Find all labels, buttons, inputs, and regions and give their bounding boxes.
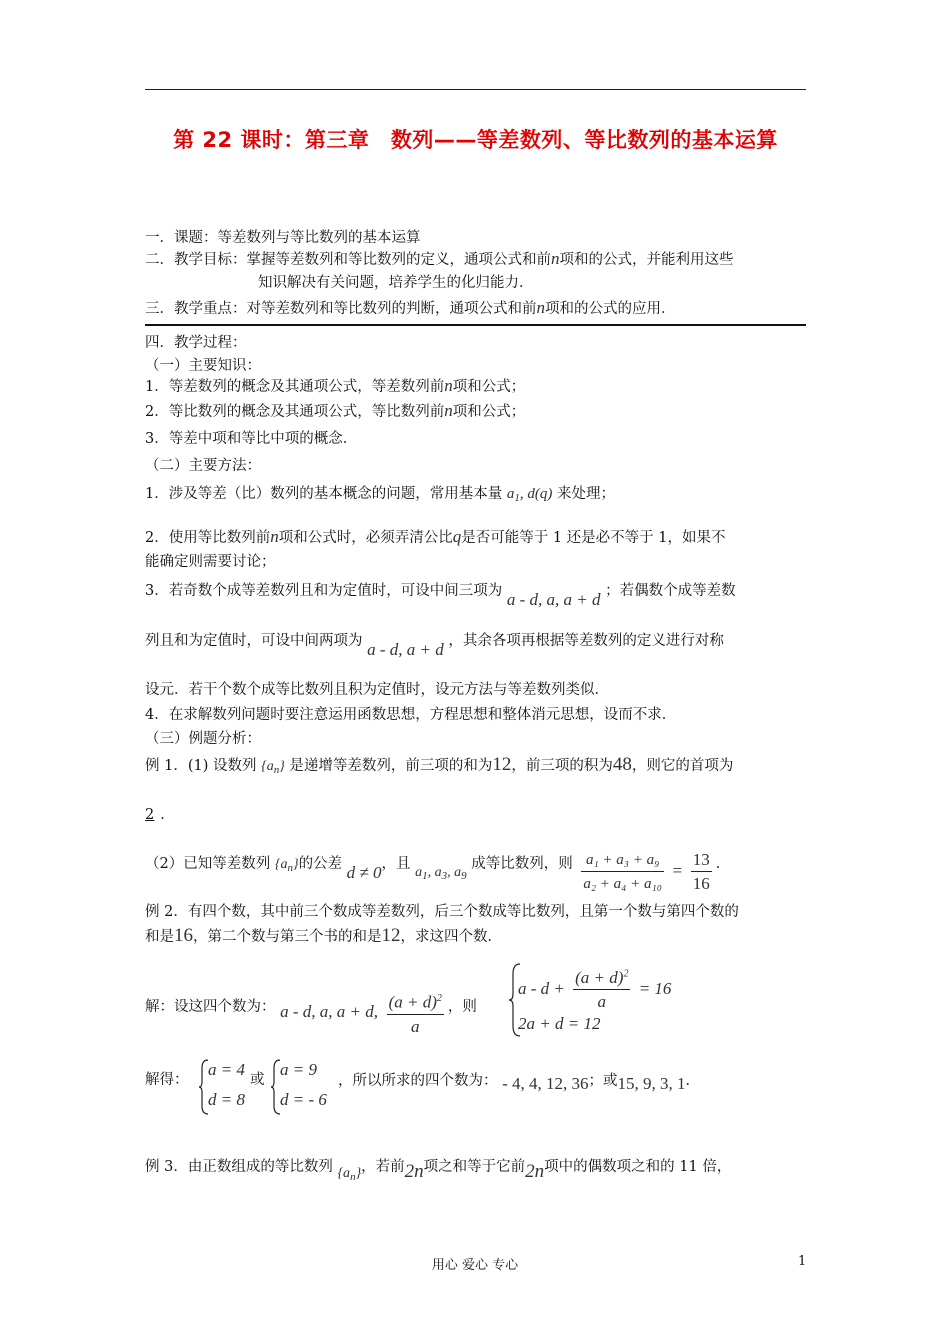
eq1-den: a	[597, 992, 607, 1011]
ex3-text-cont: ，若前	[361, 1159, 405, 1175]
page-footer: 用心 爱心 专心	[431, 1258, 519, 1273]
subscript-1: 1	[514, 492, 520, 504]
m2-text-cont2: 是否可能等于 1 还是必不等于 1，如果不	[461, 530, 726, 546]
k2-text-cont: 项和公式；	[452, 404, 526, 420]
ex1-p2-text-cont3: 成等比数列，则	[471, 856, 573, 872]
seq-an-2: $\{a_n\}$	[274, 857, 299, 874]
methods-heading: （二）主要方法：	[145, 458, 261, 474]
ex1-sum: 12	[492, 754, 512, 775]
ex2-text: 和是	[145, 929, 174, 945]
m3-text-2-cont: ，其余各项再根据等差数列的定义进行对称	[448, 633, 724, 649]
math-q: q	[452, 527, 462, 546]
or-label: 或	[250, 1072, 265, 1088]
seq-an-3: $\{a_n\}$	[337, 1166, 362, 1183]
example1-part1	[145, 755, 733, 780]
math-a1dq	[507, 486, 553, 502]
example3-line1	[145, 1156, 731, 1181]
k2-text: 2．等比数列的概念及其通项公式，等比数列前	[145, 404, 445, 420]
ex2-text-cont2: ，求这四个数．	[400, 929, 502, 945]
math-n: n	[444, 376, 453, 395]
ex1-product: 48	[612, 754, 632, 775]
topic-text: 一．课题：等差数列与等比数列的基本运算	[145, 230, 421, 246]
math-n: n	[536, 298, 545, 317]
method-item-2	[145, 527, 726, 548]
seq-an: $\{a_n\}$	[261, 759, 285, 776]
ex2-terms: a - d, a, a + d,	[280, 1001, 378, 1021]
math-2n: 2n	[404, 1161, 424, 1182]
equals-sign: =	[672, 861, 683, 880]
m1-text: 1．涉及等差（比）数列的基本概念的问题，常用基本量	[145, 486, 503, 502]
ex2-sum14: 16	[174, 925, 193, 946]
method-item-3	[145, 580, 736, 609]
conclusion-line	[338, 1070, 700, 1091]
ans-numerator: 13	[691, 850, 712, 872]
ex1-text-cont3: ，则它的首项为	[631, 758, 734, 774]
knowledge-item-2	[145, 401, 525, 422]
goal-text-2: 知识解决有关问题，培养学生的化归能力．	[258, 275, 534, 291]
solution2-d: d = - 6	[280, 1090, 327, 1109]
goal-line-1	[145, 249, 734, 270]
ex2-sol-text: 解：设这四个数为：	[145, 998, 276, 1015]
solved-label: 解得：	[145, 1072, 189, 1088]
math-dq: , d(q)	[519, 486, 553, 502]
m3-text-cont: ；若偶数个成等差数	[605, 583, 736, 599]
answer-sep: ；或	[588, 1073, 618, 1089]
ex1-text-cont: 是递增等差数列，前三项的和为	[289, 758, 493, 774]
knowledge-heading: （一）主要知识：	[145, 358, 261, 374]
eq1-rhs: = 16	[638, 978, 672, 998]
page-title: 第 22 课时：第三章 数列——等差数列、等比数列的基本运算	[173, 128, 778, 152]
ex1-answer: 2	[145, 807, 155, 823]
ex1-p2-text-cont2: ，且	[381, 856, 411, 872]
ex3-text-cont3: 项中的偶数项之和的 11 倍，	[544, 1159, 732, 1175]
ex1-answer-tail: ．	[160, 807, 175, 823]
eq1-lhs: a - d +	[518, 978, 565, 998]
example2-solution	[145, 983, 477, 1036]
ratio-fraction	[581, 850, 664, 894]
ex2-fraction	[387, 989, 444, 1037]
ex1-p2-text-cont: 的公差	[298, 856, 343, 872]
d-neq-0: d ≠ 0	[346, 863, 382, 882]
m3-text: 3．若奇数个成等差数列且和为定值时，可设中间三项为	[145, 583, 503, 599]
focus-line	[145, 298, 676, 319]
a1-a3-a9: $a_1$, $a_3$, $a_9$	[415, 865, 467, 882]
frac-numerator: a₁ + a₃ + a₉	[581, 850, 664, 872]
section-divider	[145, 324, 806, 326]
goal-text: 二．教学目标：掌握等差数列和等比数列的定义，通项公式和前	[145, 252, 551, 268]
goal-text-cont: 项和的公式，并能利用这些	[559, 252, 734, 268]
answer-fraction	[691, 850, 712, 894]
example2-line1: 例 2．有四个数，其中前三个数成等差数列，后三个数成等比数列，且第一个数与第四个数的	[145, 904, 739, 920]
solution1-a: a = 4	[208, 1060, 245, 1079]
eq1-fraction	[573, 968, 630, 1012]
ex3-text-cont2: 项之和等于它前	[423, 1159, 526, 1175]
equation-2: 2a + d = 12	[518, 1014, 601, 1033]
math-2n-2: 2n	[525, 1161, 545, 1182]
math-two-terms: a - d, a + d	[367, 640, 444, 659]
process-heading: 四．教学过程：	[145, 335, 247, 351]
ex2-text-cont: ，第二个数与第三个书的和是	[193, 929, 382, 945]
ex1-text-cont2: ，前三项的积为	[511, 758, 613, 774]
method-item-3-line3: 设元．若干个数个成等比数列且积为定值时，设元方法与等差数列类似．	[145, 682, 609, 698]
math-a: a	[506, 486, 515, 502]
example2-line2	[145, 926, 502, 947]
ex1-p2-text: （2）已知等差数列	[145, 856, 271, 872]
page-number: 1	[798, 1254, 807, 1269]
m1-text-cont: 来处理；	[556, 486, 615, 502]
ex1-text: 例 1．(1) 设数列	[145, 758, 257, 774]
m2-text: 2．使用等比数列前	[145, 530, 271, 546]
k1-text-cont: 项和公式；	[452, 379, 526, 395]
knowledge-item-3: 3．等差中项和等比中项的概念．	[145, 431, 358, 447]
method-item-1	[145, 484, 615, 508]
ans-denominator: 16	[692, 874, 710, 893]
goal-line-2	[258, 273, 534, 293]
example1-part2	[145, 842, 731, 893]
answer-end: ．	[685, 1073, 701, 1089]
math-three-terms: a - d, a, a + d	[506, 590, 601, 609]
topic-line	[145, 228, 421, 248]
frac-den: a	[411, 1016, 420, 1036]
ex2-sol-text-cont: ，则	[447, 998, 477, 1015]
k1-text: 1．等差数列的概念及其通项公式，等差数列前	[145, 379, 445, 395]
focus-text: 三．教学重点：对等差数列和等比数列的判断，通项公式和前	[145, 301, 537, 317]
examples-heading: （三）例题分析：	[145, 731, 261, 747]
solution1-d: d = 8	[208, 1090, 245, 1109]
answer-nums-1: - 4, 4, 12, 36	[502, 1074, 589, 1093]
m3-text-2: 列且和为定值时，可设中间两项为	[145, 633, 363, 649]
frac-denominator: a₂ + a₄ + a₁₀	[583, 876, 662, 892]
equation-1	[518, 968, 671, 1012]
conclusion-text: ，所以所求的四个数为：	[338, 1073, 498, 1089]
method-item-4: 4．在求解数列问题时要注意运用函数思想，方程思想和整体消元思想，设而不求．	[145, 707, 677, 723]
header-rule	[145, 89, 806, 90]
example1-answer	[145, 805, 175, 825]
eq1-num: $(a + d)^2$	[573, 968, 630, 990]
knowledge-item-1	[145, 376, 525, 397]
frac-num: $(a + d)^2$	[387, 989, 444, 1015]
focus-text-cont: 项和的公式的应用．	[545, 301, 676, 317]
ex1-p2-tail: ．	[715, 856, 731, 872]
method-item-3-line2	[145, 630, 724, 659]
math-n: n	[551, 249, 560, 268]
m2-text-cont: 项和公式时，必须弄清公比	[278, 530, 453, 546]
method-item-2-cont: 能确定则需要讨论；	[145, 554, 276, 570]
ex2-sum23: 12	[381, 925, 401, 946]
solution2-a: a = 9	[280, 1060, 317, 1079]
answer-nums-2: 15, 9, 3, 1	[617, 1074, 686, 1093]
math-n: n	[444, 401, 453, 420]
math-n: n	[270, 527, 279, 546]
ex3-text: 例 3．由正数组成的等比数列	[145, 1159, 333, 1175]
